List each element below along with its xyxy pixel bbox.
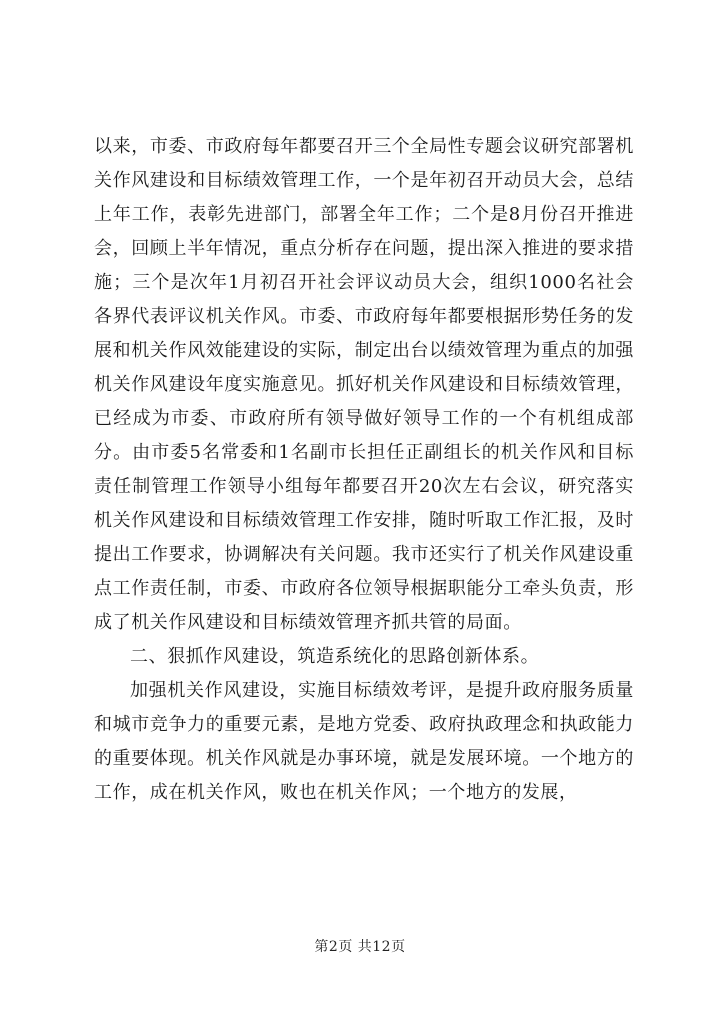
document-body	[94, 130, 634, 810]
section-heading: 二、狠抓作风建设，筑造系统化的思路创新体系。	[130, 646, 540, 667]
paragraph-continuation: 以来，市委、市政府每年都要召开三个全局性专题会议研究部署机关作风建设和目标绩效管理工作，一个是年初召开动员大会，总结上年工作，表彰先进部门，部署全年工作；二个是8月份召开推进会，回顾上半年情况，重点分析存在问题，提出深入推进的要求措施；三个是次年1月初召开社会评议动员大会，组织1000名社会各界代表评议机关作风。市委、市政府每年都要根据形势任务的发展和机关作风效能建设的实际，制定出台以绩效管理为重点的加强机关作风建设年度实施意见。抓好机关作风建设和目标绩效管理，已经成为市委、市政府所有领导做好领导工作的一个有机组成部分。由市委5名常委和1名副市长担任正副组长的机关作风和目标责任制管理工作领导小组每年都要召开20次左右会议，研究落实机关作风建设和目标绩效管理工作安排，随时听取工作汇报，及时提出工作要求，协调解决有关问题。我市还实行了机关作风建设重点工作责任制，市委、市政府各位领导根据职能分工牵头负责，形成了机关作风建设和目标绩效管理齐抓共管的局面。	[94, 136, 634, 633]
paragraph-body: 加强机关作风建设，实施目标绩效考评，是提升政府服务质量和城市竞争力的重要元素，是地方党委、政府执政理念和执政能力的重要体现。机关作风就是办事环境，就是发展环境。一个地方的工作，成在机关作风，败也在机关作风；一个地方的发展，	[94, 680, 634, 803]
page-footer: 第2页 共12页	[314, 939, 406, 955]
